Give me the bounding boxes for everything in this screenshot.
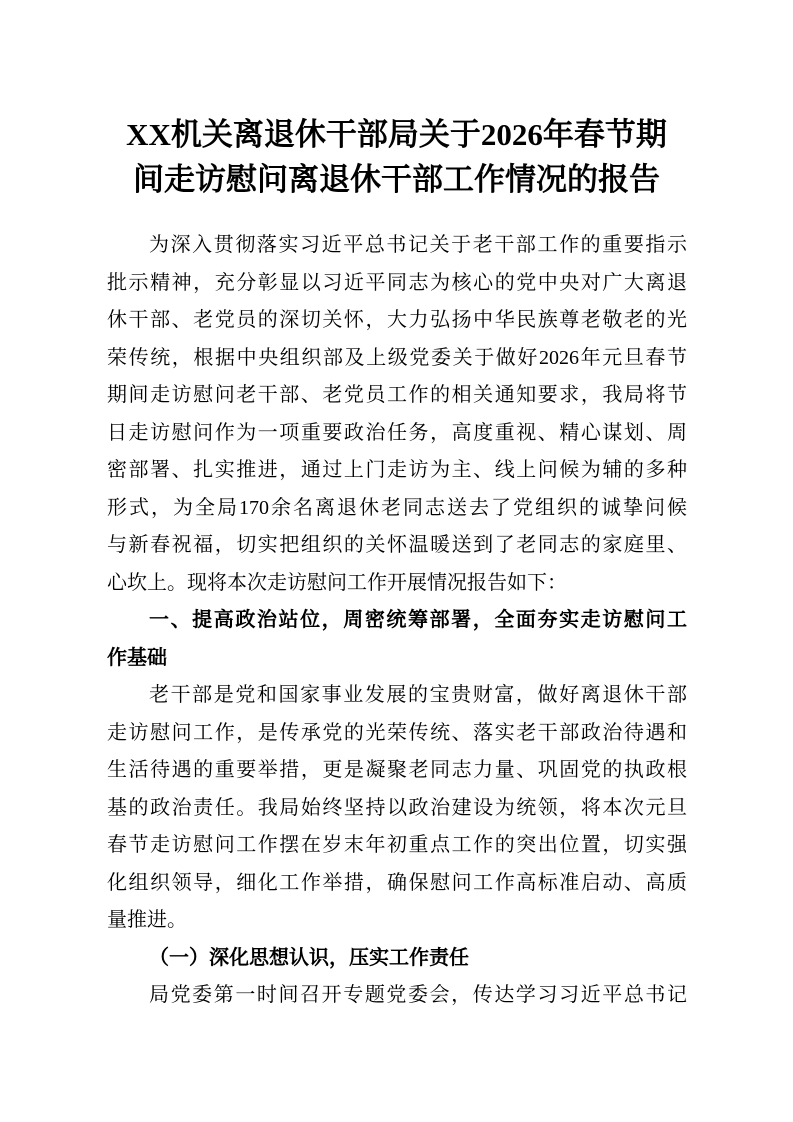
document-body: [107, 227, 687, 1015]
text-line: 荣传统，根据中央组织部及上级党委关于做好2026年元旦春节: [107, 346, 687, 369]
text-line: 化组织领导，细化工作举措，确保慰问工作高标准启动、高质: [107, 871, 687, 894]
title-line-1: XX机关离退休干部局关于2026年春节期: [126, 117, 667, 152]
text-line: 批示精神，充分彰显以习近平同志为核心的党中央对广大离退: [107, 271, 687, 294]
paragraph: [107, 227, 687, 602]
text-line: 休干部、老党员的深切关怀，大力弘扬中华民族尊老敬老的光: [107, 309, 687, 331]
text-line: 基的政治责任。我局始终坚持以政治建设为统领，将本次元旦: [107, 796, 687, 819]
text-line: 为深入贯彻落实习近平总书记关于老干部工作的重要指示: [149, 234, 687, 256]
text-line: 一、提高政治站位，周密统筹部署，全面夯实走访慰问工: [149, 609, 687, 631]
text-line: 老干部是党和国家事业发展的宝贵财富，做好离退休干部: [149, 684, 687, 706]
text-line: 走访慰问工作，是传承党的光荣传统、落实老干部政治待遇和: [107, 721, 687, 744]
text-line: 春节走访慰问工作摆在岁末年初重点工作的突出位置，切实强: [107, 834, 687, 856]
text-line: 量推进。: [107, 909, 187, 931]
text-line: 作基础: [107, 646, 167, 669]
paragraph: [107, 977, 687, 1015]
title-line-2: 间走访慰问离退休干部工作情况的报告: [133, 162, 660, 197]
text-line: 期间走访慰问老干部、老党员工作的相关通知要求，我局将节: [107, 384, 687, 406]
document-title: [80, 112, 713, 202]
text-line: 形式，为全局170余名离退休老同志送去了党组织的诚挚问候: [107, 496, 687, 519]
text-line: 密部署、扎实推进，通过上门走访为主、线上问候为辅的多种: [107, 459, 687, 481]
text-line: 心坎上。现将本次走访慰问工作开展情况报告如下：: [107, 571, 567, 594]
text-line: 日走访慰问作为一项重要政治任务，高度重视、精心谋划、周: [107, 421, 687, 444]
text-line: 与新春祝福，切实把组织的关怀温暖送到了老同志的家庭里、: [107, 534, 687, 556]
text-line: （一）深化思想认识，压实工作责任: [149, 946, 469, 969]
section-heading: [107, 940, 687, 978]
paragraph: [107, 677, 687, 940]
text-line: 局党委第一时间召开专题党委会，传达学习习近平总书记: [149, 984, 687, 1006]
section-heading: [107, 602, 687, 677]
text-line: 生活待遇的重要举措，更是凝聚老同志力量、巩固党的执政根: [107, 759, 687, 781]
